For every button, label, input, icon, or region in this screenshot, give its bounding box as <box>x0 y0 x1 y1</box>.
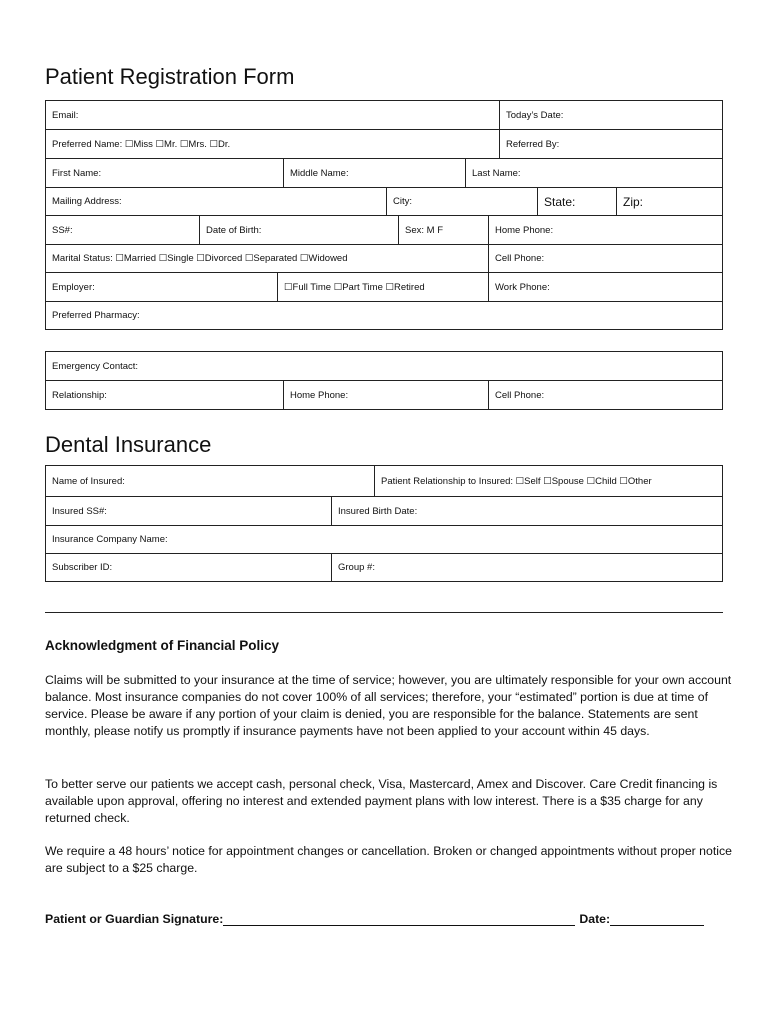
home-phone-field[interactable]: Home Phone: <box>488 216 722 244</box>
relationship-field[interactable]: Relationship: <box>52 389 107 401</box>
emergency-home-phone-field[interactable]: Home Phone: <box>283 381 488 409</box>
referred-by-field[interactable]: Referred By: <box>499 130 722 158</box>
work-phone-field[interactable]: Work Phone: <box>488 273 722 301</box>
signature-line[interactable] <box>223 911 575 926</box>
dental-insurance-heading: Dental Insurance <box>45 432 212 457</box>
ss-field[interactable]: SS#: <box>52 224 73 236</box>
city-field[interactable]: City: <box>386 188 537 215</box>
section-divider <box>45 612 723 613</box>
insured-ss-field[interactable]: Insured SS#: <box>52 505 107 517</box>
emergency-cell-phone-field[interactable]: Cell Phone: <box>488 381 722 409</box>
insurance-company-field[interactable]: Insurance Company Name: <box>52 534 168 545</box>
insured-birth-date-field[interactable]: Insured Birth Date: <box>331 497 722 525</box>
middle-name-field[interactable]: Middle Name: <box>283 159 465 187</box>
first-name-field[interactable]: First Name: <box>52 167 102 179</box>
marital-status-field[interactable]: Marital Status: ☐Married ☐Single ☐Divorced ☐Separated ☐Widowed <box>52 253 348 264</box>
last-name-field[interactable]: Last Name: <box>465 159 722 187</box>
employer-field[interactable]: Employer: <box>52 281 95 293</box>
dental-insurance-table <box>45 465 723 582</box>
signature-date-line[interactable] <box>610 911 704 926</box>
policy-paragraph-appointments: We require a 48 hours’ notice for appointment changes or cancellation. Broken or changed appointments without proper notice are subject to a $25 charge. <box>45 844 732 875</box>
policy-paragraph-insurance: Claims will be submitted to your insurance at the time of service; however, you are ultimately responsible for your own account balance. Most insurance companies do not cover 100% of all services; therefore, your “estimated” portion is due at time of service. Please be aware if any portion of your claim is denied, you are responsible for the balance. Statements are sent monthly, please notify us promptly if insurance payments have not been applied to your account within 45 days. <box>45 673 732 738</box>
name-of-insured-field[interactable]: Name of Insured: <box>52 475 125 487</box>
signature-row <box>45 911 704 926</box>
page-title: Patient Registration Form <box>45 64 295 89</box>
date-label: Date: <box>579 912 611 926</box>
emergency-contact-field[interactable]: Emergency Contact: <box>52 360 139 372</box>
email-field[interactable]: Email: <box>52 109 79 121</box>
cell-phone-field[interactable]: Cell Phone: <box>488 245 722 272</box>
pharmacy-field[interactable]: Preferred Pharmacy: <box>52 310 140 321</box>
emergency-contact-table <box>45 351 723 410</box>
zip-field[interactable]: Zip: <box>616 188 722 215</box>
state-field[interactable]: State: <box>537 188 616 215</box>
signature-label: Patient or Guardian Signature: <box>45 912 224 926</box>
dob-field[interactable]: Date of Birth: <box>199 216 398 244</box>
sex-field[interactable]: Sex: M F <box>398 216 488 244</box>
policy-paragraph-payment: To better serve our patients we accept cash, personal check, Visa, Mastercard, Amex and Discover. Care Credit financing is available upon approval, offering no interest and extended payment plans with low interest. There is a $35 charge for any returned check. <box>45 777 718 825</box>
patient-relationship-field[interactable]: Patient Relationship to Insured: ☐Self ☐Spouse ☐Child ☐Other <box>374 466 722 496</box>
employment-status-field[interactable]: ☐Full Time ☐Part Time ☐Retired <box>277 273 488 301</box>
preferred-name-field[interactable]: Preferred Name: ☐Miss ☐Mr. ☐Mrs. ☐Dr. <box>52 138 231 150</box>
subscriber-id-field[interactable]: Subscriber ID: <box>52 562 113 573</box>
todays-date-field[interactable]: Today’s Date: <box>499 101 722 129</box>
financial-policy-heading: Acknowledgment of Financial Policy <box>45 638 280 653</box>
mailing-address-field[interactable]: Mailing Address: <box>52 196 122 207</box>
patient-info-table <box>45 100 723 330</box>
group-number-field[interactable]: Group #: <box>331 554 722 581</box>
